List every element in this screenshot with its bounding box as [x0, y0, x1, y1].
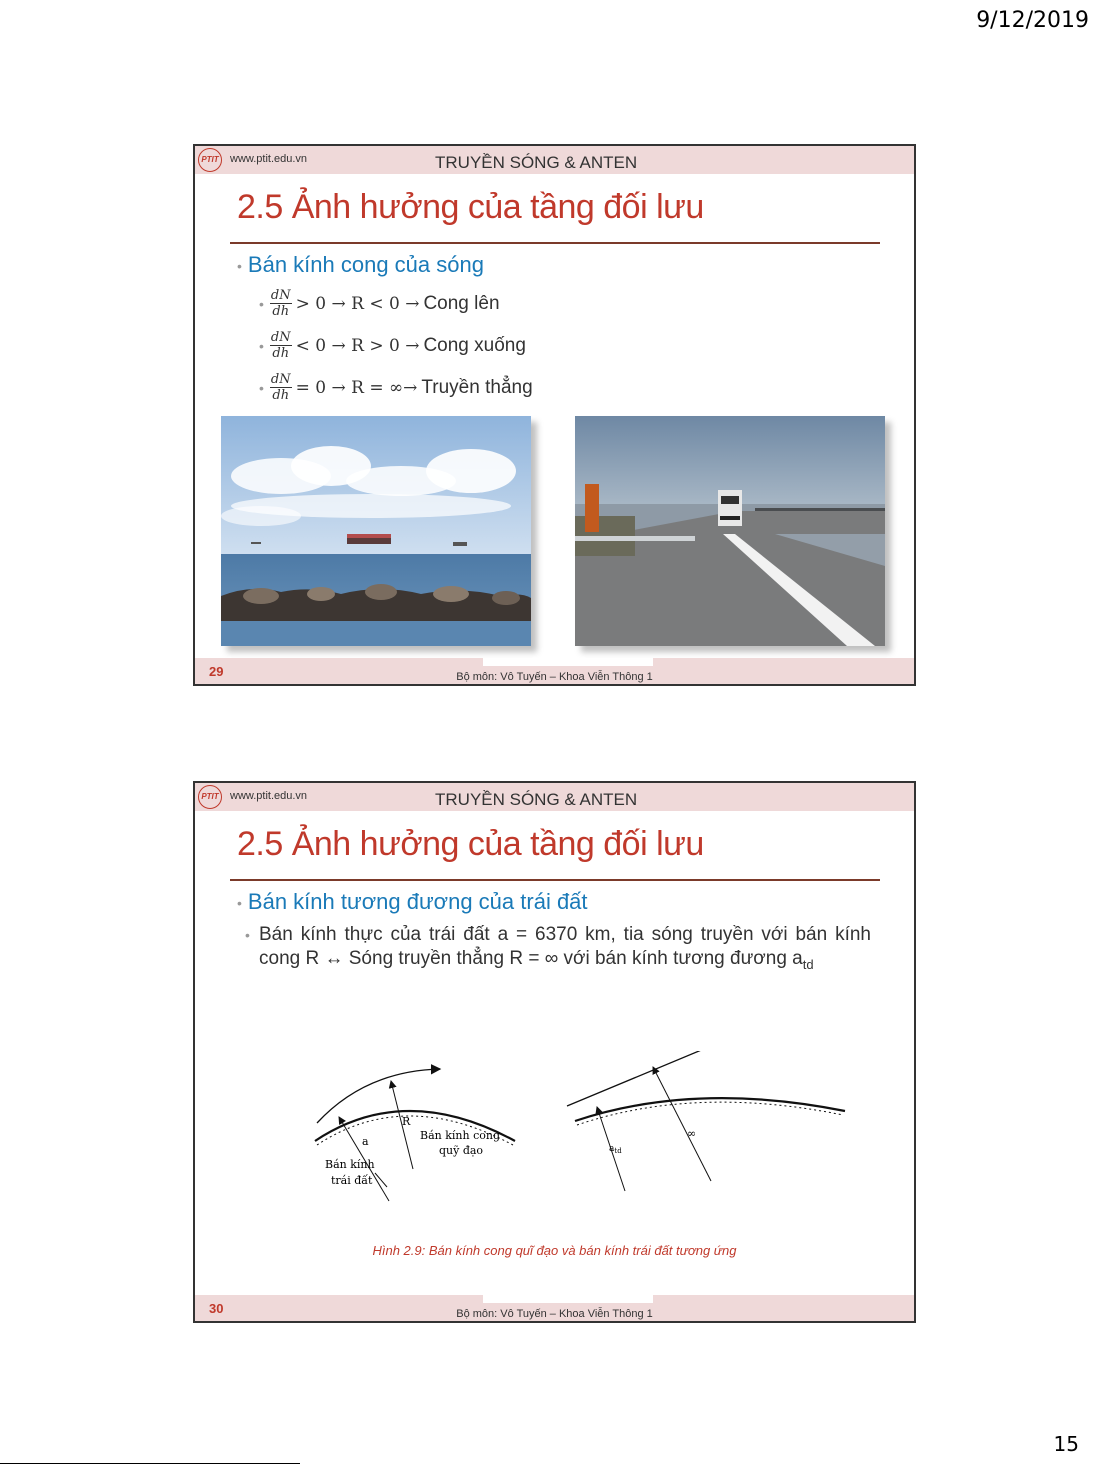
- derivative-fraction: $\frac{dN}{dh}$: [270, 330, 291, 361]
- ptit-logo-icon: PTIT: [198, 148, 222, 172]
- condition-math: > 0 → R < 0 →: [295, 293, 420, 314]
- page-number: 15: [1053, 1432, 1079, 1456]
- label-earth-radius-1: Bán kính: [325, 1158, 375, 1171]
- condition-math: = 0 → R = ∞→: [295, 377, 418, 398]
- sea-mirage-photo: [221, 416, 531, 646]
- paragraph-subscript: td: [802, 956, 814, 972]
- earth-radius-figure: [295, 1051, 855, 1231]
- condition-text: Truyền thẳng: [421, 376, 533, 398]
- slide-footer: [195, 1295, 914, 1321]
- footer-text: Bộ môn: Vô Tuyến – Khoa Viễn Thông 1: [456, 1308, 653, 1320]
- label-R: R: [402, 1115, 411, 1128]
- site-url: www.ptit.edu.vn: [230, 790, 308, 802]
- site-url: www.ptit.edu.vn: [230, 153, 308, 165]
- course-title: TRUYỀN SÓNG & ANTEN: [435, 790, 638, 809]
- derivative-fraction: $\frac{dN}{dh}$: [270, 288, 291, 319]
- title-divider: [230, 879, 880, 881]
- title-divider: [230, 242, 880, 244]
- sub-bullet-3: • $\frac{dN}{dh}$ = 0 → R = ∞→ Truyền thẳng: [259, 372, 533, 403]
- derivative-fraction: $\frac{dN}{dh}$: [270, 372, 291, 403]
- label-radius-path-1: Bán kính cong: [420, 1129, 500, 1142]
- slide-title: 2.5 Ảnh hưởng của tầng đối lưu: [237, 188, 704, 226]
- slide-number: 30: [209, 1301, 224, 1316]
- footnote-rule: [0, 1463, 300, 1464]
- ptit-logo-icon: PTIT: [198, 785, 222, 809]
- main-bullet: • Bán kính tương đương của trái đất: [237, 889, 588, 914]
- sub-bullet-1: • $\frac{dN}{dh}$ > 0 → R < 0 → Cong lên: [259, 288, 500, 319]
- label-radius-path-2: quỹ đạo: [439, 1144, 484, 1157]
- slide-footer: [195, 658, 914, 684]
- label-atd: $a_{td}$: [609, 1144, 622, 1155]
- label-infinity: ∞: [687, 1127, 697, 1140]
- figure-caption: Hình 2.9: Bán kính cong quĩ đạo và bán kính trái đất tương ứng: [372, 1243, 737, 1258]
- main-bullet: • Bán kính cong của sóng: [237, 252, 484, 277]
- slide-title: 2.5 Ảnh hưởng của tầng đối lưu: [237, 825, 704, 863]
- slide-30: [193, 781, 916, 1323]
- paragraph-text: Bán kính thực của trái đất a = 6370 km, tia sóng truyền với bán kính cong R ↔ Sóng truyền thẳng R = ∞ với bán kính tương đương a: [259, 924, 871, 969]
- footer-text: Bộ môn: Vô Tuyến – Khoa Viễn Thông 1: [456, 671, 653, 683]
- sub-bullet-2: • $\frac{dN}{dh}$ < 0 → R > 0 → Cong xuống: [259, 330, 526, 361]
- main-bullet-text: Bán kính cong của sóng: [247, 252, 484, 277]
- page-date: 9/12/2019: [976, 8, 1089, 33]
- main-bullet-text: Bán kính tương đương của trái đất: [247, 889, 588, 914]
- condition-text: Cong xuống: [423, 334, 526, 356]
- condition-math: < 0 → R > 0 →: [295, 335, 420, 356]
- slide-header: [195, 783, 914, 811]
- label-earth-radius-2: trái đất: [331, 1174, 373, 1187]
- label-a: a: [362, 1135, 369, 1148]
- slide-header: [195, 146, 914, 174]
- course-title: TRUYỀN SÓNG & ANTEN: [435, 153, 638, 172]
- slide-number: 29: [209, 664, 224, 679]
- condition-text: Cong lên: [423, 292, 500, 314]
- slide-29: [193, 144, 916, 686]
- explanation-paragraph: • Bán kính thực của trái đất a = 6370 km, tia sóng truyền với bán kính cong R ↔ Sóng truyền thẳng R = ∞ với bán kính tương đương $a_{td}$: [245, 924, 871, 972]
- road-mirage-photo: [575, 416, 885, 646]
